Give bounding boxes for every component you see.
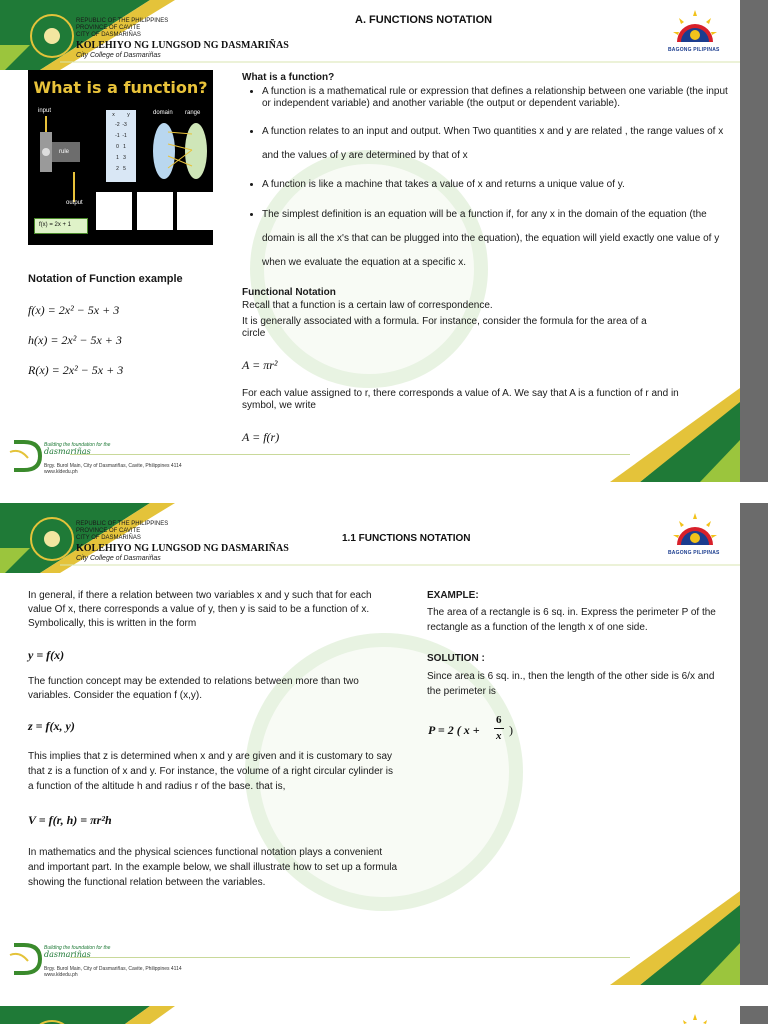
footer-line xyxy=(70,454,630,455)
header-city: CITY OF DASMARIÑAS xyxy=(76,32,141,38)
slide-functions-notation xyxy=(0,0,740,482)
header-republic: REPUBLIC OF THE PHILIPPINES xyxy=(76,18,169,24)
footer-address: Brgy. Burol Main, City of Dasmariñas, Cavite, Philippines 4114 xyxy=(44,463,182,469)
figure-input-label: input xyxy=(38,108,52,114)
college-seal xyxy=(30,517,74,561)
example-text: The area of a rectangle is 6 sq. in. Express the perimeter P of the rectangle as a function of the length x of one side. xyxy=(427,607,716,633)
equation-v: V = f(r, h) = πr²h xyxy=(28,813,112,827)
area-formula: A = πr² xyxy=(242,358,278,372)
figure-output-label: output xyxy=(66,200,83,206)
what-heading: What is a function? xyxy=(242,72,335,83)
college-subtitle: City College of Dasmariñas xyxy=(76,52,161,59)
paragraph-4: In mathematics and the physical sciences functional notation plays a convenient and important part. In the example below, we shall illustrate how to set up a formula showing the functional relation between the variables. xyxy=(28,847,398,888)
bagong-pilipinas-logo xyxy=(665,511,725,566)
college-subtitle: City College of Dasmariñas xyxy=(76,555,161,562)
footer-tagline: Building the foundation for the xyxy=(44,945,111,951)
footer-website: www.kldedu.ph xyxy=(44,469,78,475)
figure-graph-3 xyxy=(177,192,213,230)
figure-graph-2 xyxy=(137,192,173,230)
dasmarinas-logo xyxy=(8,438,44,474)
fn-heading: Functional Notation xyxy=(242,287,336,298)
example-equation: R(x) = 2x² − 5x + 3 xyxy=(28,363,124,377)
footer-address: Brgy. Burol Main, City of Dasmariñas, Cavite, Philippines 4114 xyxy=(44,966,182,972)
paragraph-1: In general, if there a relation between two variables x and y such that for each value Of x, there corresponds a value of y, then y is said to be a function of x. Symbolically, this is written in the form xyxy=(28,590,372,629)
dasmarinas-logo xyxy=(8,941,44,977)
footer-tagline: Building the foundation for the xyxy=(44,442,111,448)
perimeter-equation-right: ) xyxy=(509,723,513,737)
header-stripe xyxy=(0,1006,740,1024)
footer-line xyxy=(70,957,630,958)
definition-item: • A function is like a machine that takes a value of x and returns a unique value of y. xyxy=(262,179,732,191)
header-province: PROVINCE OF CAVITE xyxy=(76,528,141,534)
college-seal xyxy=(30,14,74,58)
solution-heading: SOLUTION : xyxy=(427,653,485,664)
footer-brand: dasmariñas xyxy=(44,950,91,959)
equation-y: y = f(x) xyxy=(28,648,65,662)
what-is-a-function-figure xyxy=(28,70,213,245)
figure-formula-box: f(x) = 2x + 1 xyxy=(34,218,88,234)
perimeter-fraction-denominator: x xyxy=(496,730,502,742)
footer-brand: dasmariñas xyxy=(44,447,91,456)
slide-title: 1.1 FUNCTIONS NOTATION xyxy=(342,533,471,544)
perimeter-fraction-numerator: 6 xyxy=(496,714,502,726)
slide-title: A. FUNCTIONS NOTATION xyxy=(355,14,493,26)
figure-title: What is a function? xyxy=(33,78,208,97)
fraction-bar xyxy=(494,728,504,729)
paragraph-3: This implies that z is determined when x and y are given and it is customary to say that z is a function of x and y. For instance, the volume of a right circular cylinder is a function of the altitude h and radius r of the base. that is, xyxy=(28,751,393,792)
bagong-pilipinas-text: BAGONG PILIPINAS xyxy=(668,550,720,556)
domain-range-diagram xyxy=(150,120,210,182)
example-equation: h(x) = 2x² − 5x + 3 xyxy=(28,333,122,347)
figure-graph-1 xyxy=(96,192,132,230)
slide-1-1-functions-notation xyxy=(0,503,740,985)
solution-text: Since area is 6 sq. in., then the length of the other side is 6/x and the perimeter is xyxy=(427,671,715,697)
header-city: CITY OF DASMARIÑAS xyxy=(76,535,141,541)
definition-list xyxy=(248,86,732,275)
header-province: PROVINCE OF CAVITE xyxy=(76,25,141,31)
college-name: KOLEHIYO NG LUNGSOD NG DASMARIÑAS xyxy=(76,543,289,554)
definition-item: • A function is a mathematical rule or expression that defines a relationship between one variable (the input or independent variable) and another variable (the output or dependent variable). xyxy=(262,86,732,110)
example-equation: f(x) = 2x² − 5x + 3 xyxy=(28,303,120,317)
fn-line2: It is generally associated with a formula. For instance, consider the formula for the area of a circle xyxy=(242,316,647,339)
definition-item: • The simplest definition is an equation will be a function if, for any x in the domain of the equation (the domain is all the x's that can be plugged into the equation), the equation will yield exactly one value of y when we evaluate the equation at a specific x. xyxy=(262,203,732,275)
college-name: KOLEHIYO NG LUNGSOD NG DASMARIÑAS xyxy=(76,40,289,51)
definition-item: • A function relates to an input and output. When Two quantities x and y are related , the range values of x and the values of y are determined by that of x xyxy=(262,120,732,168)
equation-z: z = f(x, y) xyxy=(28,719,75,733)
footer-website: www.kldedu.ph xyxy=(44,972,78,978)
area-function-formula: A = f(r) xyxy=(242,430,280,444)
page-gap xyxy=(0,482,768,503)
figure-domain-label: domain xyxy=(153,110,173,116)
header-republic: REPUBLIC OF THE PHILIPPINES xyxy=(76,521,169,527)
notation-heading: Notation of Function example xyxy=(28,273,183,285)
paragraph-2: The function concept may be extended to relations between more than two variables. Consider the equation f (x,y). xyxy=(28,676,359,701)
bagong-pilipinas-logo xyxy=(675,1012,715,1024)
function-machine-icon xyxy=(36,116,86,206)
page-gap xyxy=(0,985,768,1006)
figure-range-label: range xyxy=(185,110,201,116)
perimeter-equation-left: P = 2 ( x + xyxy=(428,723,480,737)
fn-line1: Recall that a function is a certain law of correspondence. xyxy=(242,300,493,311)
figure-xy-table: x y -2 -3 -1 -1 0 1 1 3 2 5 xyxy=(106,110,136,182)
example-heading: EXAMPLE: xyxy=(427,590,479,601)
fn-line3: For each value assigned to r, there corresponds a value of A. We say that A is a function of r and in symbol, we write xyxy=(242,388,679,411)
next-slide-partial xyxy=(0,1006,740,1024)
bagong-pilipinas-text: BAGONG PILIPINAS xyxy=(668,47,720,53)
bagong-pilipinas-logo xyxy=(665,8,725,63)
figure-rule-label: rule xyxy=(59,149,70,155)
